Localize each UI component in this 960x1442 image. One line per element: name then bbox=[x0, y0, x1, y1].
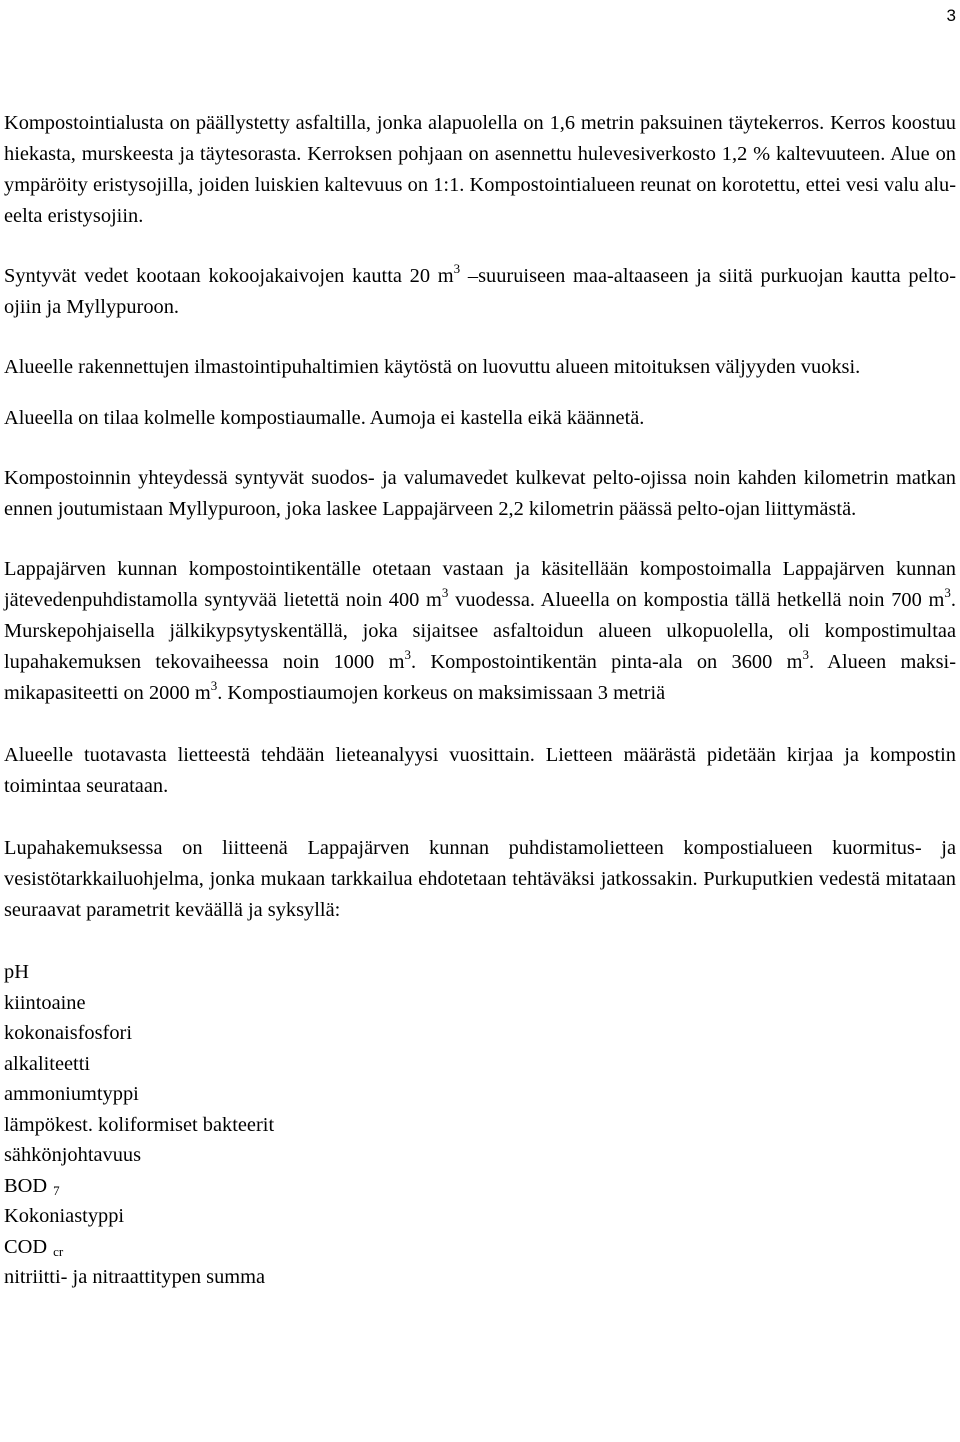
page-number: 3 bbox=[946, 6, 956, 25]
paragraph-windrows: Alueella on tilaa kolmelle kompostiaumalle. Aumoja ei kastella eikä käännetä. bbox=[4, 407, 645, 429]
text-segment: . Kompostointikentän pinta-ala on 3600 m bbox=[410, 651, 803, 673]
text-segment: . Murskepohjaisella jälkikypsytyskentällä, joka sijaitsee asfaltoidun alueen ulkopuolella, oli kompostimultaa lupahakemuksen tekovaiheessa noin 1000 m bbox=[4, 589, 956, 673]
paragraph-runoff: Kompostoinnin yhteydessä syntyvät suodos- ja valumavedet kulkevat pelto-ojissa noin kahden kilometrin matkan ennen joutumistaan Myllypuroon, joka laskee Lappajärveen 2,2 kilometrin päässä pelto-ojan liittymästä. bbox=[4, 467, 956, 520]
subscript: 7 bbox=[53, 1182, 60, 1198]
paragraph-asphalt-base: Kompostointialusta on päällystetty asfaltilla, jonka alapuolella on 1,6 metrin paksuinen täytekerros. Kerros koostuu hiekasta, murskeesta ja täytesorasta. Kerroksen pohjaan on asennettu hulevesiverkosto 1,2 % kaltevuuteen. Alue on ympäröity eristysojilla, joiden luiskien kaltevuus on 1:1. Kompostointialueen reunat on korotettu, ettei vesi valu alueelta eristysojiin. bbox=[4, 112, 956, 227]
list-item: ammoniumtyppi bbox=[4, 1083, 139, 1105]
subscript: cr bbox=[53, 1243, 64, 1259]
bod-label: BOD bbox=[4, 1174, 48, 1197]
list-item: kiintoaine bbox=[4, 991, 86, 1014]
paragraph-ventilation: Alueelle rakennettujen ilmastointipuhaltimien käytöstä on luovuttu alueen mitoituksen väljyyden vuoksi. bbox=[4, 356, 861, 378]
text-segment: vuodessa. Alueella on kompostia tällä hetkellä noin 700 m bbox=[448, 589, 945, 611]
list-item: nitriitti- ja nitraattitypen summa bbox=[4, 1266, 266, 1288]
superscript: 3 bbox=[944, 585, 951, 600]
list-item: lämpökest. koliformiset bakteerit bbox=[4, 1113, 275, 1136]
document-body bbox=[4, 108, 956, 1293]
list-item bbox=[4, 1232, 956, 1263]
paragraph-sludge-analysis: Alueelle tuotavasta lietteestä tehdään lieteanalyysi vuosittain. Lietteen määrästä pidetään kirjaa ja kompostin toimintaa seurataan. bbox=[4, 744, 956, 797]
list-item: alkaliteetti bbox=[4, 1052, 91, 1075]
list-item: Kokoniastyppi bbox=[4, 1205, 125, 1227]
list-item: sähkönjohtavuus bbox=[4, 1144, 142, 1166]
text-segment: Syntyvät vedet kootaan kokoojakaivojen kautta 20 m bbox=[4, 265, 454, 287]
paragraph-monitoring: Lupahakemuksessa on liitteenä Lappajärven kunnan puhdistamolietteen kompostialueen kuormitus- ja vesistötarkkailuohjelma, jonka mukaan tarkkailua ehdotetaan tehtäväksi jatkossakin. Purkuputkien vedestä mitataan seuraavat parametrit keväällä ja syksyllä: bbox=[4, 837, 956, 921]
list-item: pH bbox=[4, 961, 29, 983]
superscript: 3 bbox=[802, 647, 809, 662]
parameter-list bbox=[4, 957, 956, 1293]
list-item: kokonaisfosfori bbox=[4, 1022, 132, 1044]
paragraph-capacity bbox=[4, 554, 956, 709]
superscript: 3 bbox=[210, 678, 218, 693]
cod-label: COD bbox=[4, 1235, 48, 1258]
text-segment: . Kompostiaumojen korkeus on maksimissaan 3 metriä bbox=[217, 682, 666, 704]
text-segment: Lappajärven kunnan kompostointikentälle otetaan vastaan ja käsitellään kompostoimalla Lappajärven kunnan jätevedenpuhdistamolla syntyvää lietettä noin 400 m bbox=[4, 558, 956, 611]
superscript: 3 bbox=[453, 261, 461, 276]
text-segment: –suuruiseen maa-altaaseen ja siitä purkuojan kautta pelto-ojiin ja Myllypuroon. bbox=[4, 265, 956, 318]
paragraph-water-collection bbox=[4, 261, 956, 323]
superscript: 3 bbox=[404, 647, 411, 662]
list-item bbox=[4, 1171, 956, 1202]
text-segment: . Alueen maksimikapasiteetti on 2000 m bbox=[4, 651, 956, 704]
superscript: 3 bbox=[441, 585, 449, 600]
